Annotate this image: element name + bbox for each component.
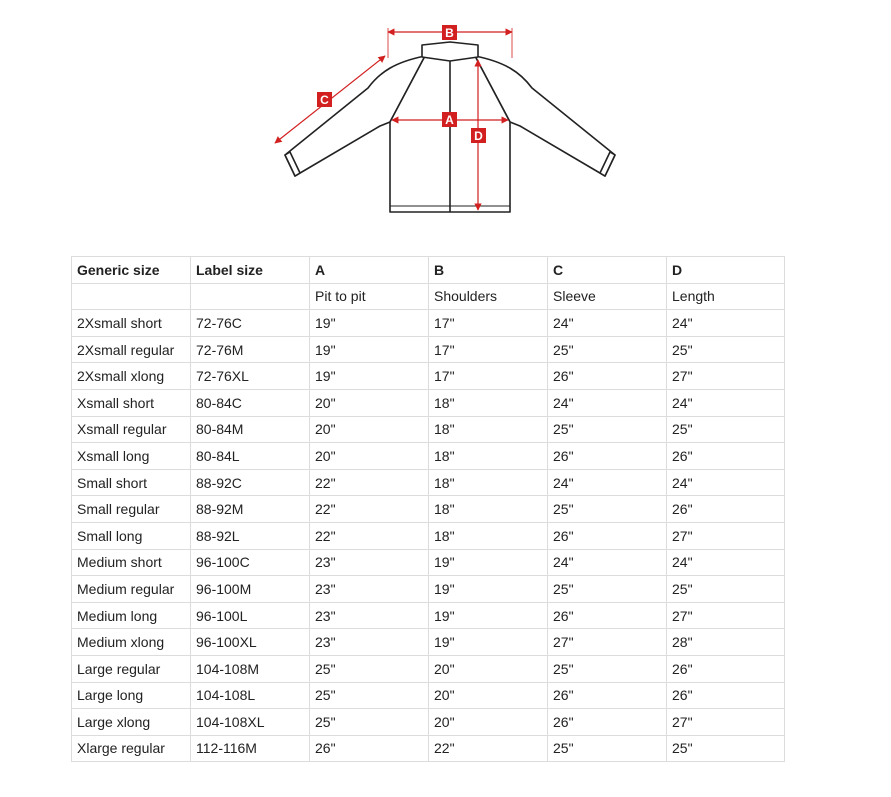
cell-shoulders: 18" <box>429 469 548 496</box>
cell-length: 24" <box>667 310 785 337</box>
cell-pit-to-pit: 23" <box>310 576 429 603</box>
cell-generic-size: Medium short <box>72 549 191 576</box>
cell-label-size: 88-92M <box>191 496 310 523</box>
table-row <box>72 576 785 603</box>
cell-pit-to-pit: 19" <box>310 310 429 337</box>
cell-shoulders: 19" <box>429 602 548 629</box>
cell-pit-to-pit: 20" <box>310 389 429 416</box>
cell-generic-size: Large regular <box>72 655 191 682</box>
marker-a <box>442 112 457 127</box>
cell-length: 25" <box>667 336 785 363</box>
subheader-shoulders: Shoulders <box>429 283 548 310</box>
header-row <box>72 257 785 284</box>
table-row <box>72 735 785 762</box>
cell-generic-size: Medium long <box>72 602 191 629</box>
cell-generic-size: Small short <box>72 469 191 496</box>
cell-shoulders: 20" <box>429 682 548 709</box>
cell-label-size: 80-84M <box>191 416 310 443</box>
table-row <box>72 336 785 363</box>
cell-pit-to-pit: 25" <box>310 709 429 736</box>
cell-generic-size: Xlarge regular <box>72 735 191 762</box>
cell-generic-size: Small regular <box>72 496 191 523</box>
cell-sleeve: 26" <box>548 602 667 629</box>
subheader-cell <box>191 283 310 310</box>
cell-length: 26" <box>667 655 785 682</box>
cell-length: 24" <box>667 469 785 496</box>
cell-length: 26" <box>667 496 785 523</box>
header-a: A <box>310 257 429 284</box>
cell-length: 28" <box>667 629 785 656</box>
cell-label-size: 112-116M <box>191 735 310 762</box>
cell-shoulders: 18" <box>429 496 548 523</box>
cell-shoulders: 17" <box>429 336 548 363</box>
cell-generic-size: Medium regular <box>72 576 191 603</box>
cell-generic-size: Small long <box>72 522 191 549</box>
jacket-measurement-diagram <box>0 0 891 240</box>
table-row <box>72 469 785 496</box>
table-row <box>72 709 785 736</box>
marker-c-label: C <box>320 93 329 107</box>
cell-label-size: 104-108XL <box>191 709 310 736</box>
cell-pit-to-pit: 20" <box>310 443 429 470</box>
cell-pit-to-pit: 20" <box>310 416 429 443</box>
subheader-pit-to-pit: Pit to pit <box>310 283 429 310</box>
cell-length: 26" <box>667 443 785 470</box>
table-row <box>72 602 785 629</box>
subheader-cell <box>72 283 191 310</box>
cell-length: 24" <box>667 389 785 416</box>
marker-b-label: B <box>445 26 454 40</box>
cell-shoulders: 18" <box>429 522 548 549</box>
marker-b <box>442 25 457 40</box>
cell-shoulders: 18" <box>429 443 548 470</box>
header-d: D <box>667 257 785 284</box>
cell-sleeve: 26" <box>548 709 667 736</box>
table-row <box>72 655 785 682</box>
cell-label-size: 96-100L <box>191 602 310 629</box>
cell-label-size: 72-76M <box>191 336 310 363</box>
subheader-sleeve: Sleeve <box>548 283 667 310</box>
cell-pit-to-pit: 22" <box>310 496 429 523</box>
subheader-length: Length <box>667 283 785 310</box>
table-row <box>72 389 785 416</box>
cell-pit-to-pit: 26" <box>310 735 429 762</box>
cell-sleeve: 24" <box>548 310 667 337</box>
cell-length: 26" <box>667 682 785 709</box>
cell-length: 24" <box>667 549 785 576</box>
cell-sleeve: 26" <box>548 522 667 549</box>
cell-generic-size: 2Xsmall short <box>72 310 191 337</box>
cell-label-size: 80-84L <box>191 443 310 470</box>
cell-label-size: 96-100C <box>191 549 310 576</box>
header-generic-size: Generic size <box>72 257 191 284</box>
cell-length: 27" <box>667 709 785 736</box>
cell-pit-to-pit: 23" <box>310 602 429 629</box>
cell-sleeve: 25" <box>548 336 667 363</box>
cell-length: 25" <box>667 416 785 443</box>
cell-generic-size: Large long <box>72 682 191 709</box>
cell-generic-size: Large xlong <box>72 709 191 736</box>
cell-label-size: 96-100XL <box>191 629 310 656</box>
cell-label-size: 88-92C <box>191 469 310 496</box>
cell-pit-to-pit: 22" <box>310 469 429 496</box>
cell-sleeve: 25" <box>548 735 667 762</box>
cell-sleeve: 25" <box>548 496 667 523</box>
cell-sleeve: 25" <box>548 416 667 443</box>
cell-pit-to-pit: 25" <box>310 655 429 682</box>
cell-generic-size: 2Xsmall xlong <box>72 363 191 390</box>
cell-pit-to-pit: 19" <box>310 336 429 363</box>
cell-sleeve: 27" <box>548 629 667 656</box>
cell-label-size: 96-100M <box>191 576 310 603</box>
cell-length: 25" <box>667 576 785 603</box>
cell-pit-to-pit: 23" <box>310 549 429 576</box>
cell-shoulders: 19" <box>429 549 548 576</box>
cell-sleeve: 26" <box>548 443 667 470</box>
cell-sleeve: 25" <box>548 655 667 682</box>
cell-sleeve: 26" <box>548 363 667 390</box>
cell-shoulders: 17" <box>429 363 548 390</box>
cell-shoulders: 20" <box>429 655 548 682</box>
cell-label-size: 104-108L <box>191 682 310 709</box>
cell-length: 27" <box>667 363 785 390</box>
cell-generic-size: Xsmall short <box>72 389 191 416</box>
subheader-row <box>72 283 785 310</box>
cell-generic-size: Xsmall regular <box>72 416 191 443</box>
table-row <box>72 310 785 337</box>
table-row <box>72 416 785 443</box>
cell-shoulders: 18" <box>429 389 548 416</box>
cell-label-size: 104-108M <box>191 655 310 682</box>
cell-shoulders: 17" <box>429 310 548 337</box>
marker-d <box>471 128 486 143</box>
header-label-size: Label size <box>191 257 310 284</box>
cell-pit-to-pit: 23" <box>310 629 429 656</box>
header-c: C <box>548 257 667 284</box>
cell-shoulders: 19" <box>429 629 548 656</box>
table-row <box>72 443 785 470</box>
cell-generic-size: 2Xsmall regular <box>72 336 191 363</box>
cell-length: 27" <box>667 602 785 629</box>
cell-sleeve: 24" <box>548 549 667 576</box>
cell-length: 27" <box>667 522 785 549</box>
table-row <box>72 629 785 656</box>
cell-label-size: 80-84C <box>191 389 310 416</box>
cell-label-size: 72-76C <box>191 310 310 337</box>
cell-shoulders: 20" <box>429 709 548 736</box>
cell-pit-to-pit: 22" <box>310 522 429 549</box>
cell-sleeve: 24" <box>548 469 667 496</box>
cell-sleeve: 26" <box>548 682 667 709</box>
cell-shoulders: 18" <box>429 416 548 443</box>
marker-d-label: D <box>474 129 483 143</box>
table-row <box>72 549 785 576</box>
cell-sleeve: 25" <box>548 576 667 603</box>
cell-length: 25" <box>667 735 785 762</box>
cell-sleeve: 24" <box>548 389 667 416</box>
header-b: B <box>429 257 548 284</box>
table-row <box>72 496 785 523</box>
cell-shoulders: 22" <box>429 735 548 762</box>
table-row <box>72 682 785 709</box>
cell-label-size: 72-76XL <box>191 363 310 390</box>
cell-pit-to-pit: 25" <box>310 682 429 709</box>
cell-generic-size: Xsmall long <box>72 443 191 470</box>
cell-pit-to-pit: 19" <box>310 363 429 390</box>
size-chart-table <box>71 256 785 762</box>
cell-shoulders: 19" <box>429 576 548 603</box>
marker-c <box>317 92 332 107</box>
table-row <box>72 522 785 549</box>
cell-label-size: 88-92L <box>191 522 310 549</box>
table-row <box>72 363 785 390</box>
cell-generic-size: Medium xlong <box>72 629 191 656</box>
marker-a-label: A <box>445 113 454 127</box>
